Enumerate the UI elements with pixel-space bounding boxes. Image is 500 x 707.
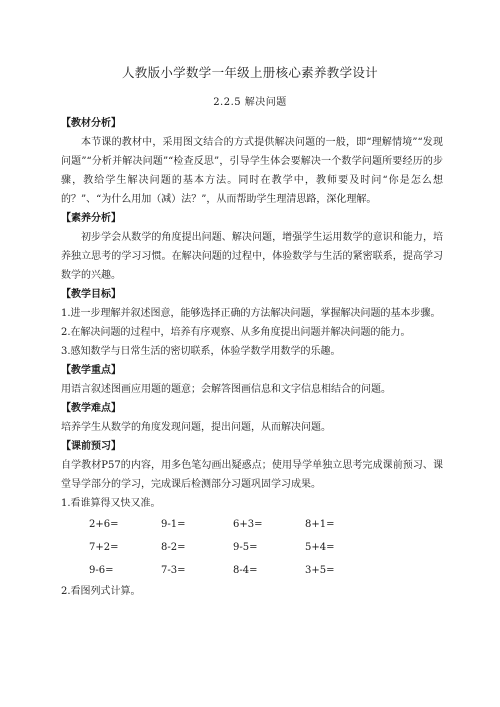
- problem-item: 8-2=: [161, 542, 186, 553]
- problem-item: 5+4=: [305, 542, 335, 553]
- problem-item: 6+3=: [233, 519, 263, 530]
- section-heading-difficulties: 【教学难点】: [61, 403, 121, 414]
- goal-item: 2.在解决问题的过程中，培养有序观察、从多角度提出问题并解决问题的能力。: [61, 327, 411, 338]
- page-subtitle: 2.2.5 解决问题: [213, 97, 287, 108]
- problem-item: 8+1=: [305, 519, 335, 530]
- problem-item: 3+5=: [305, 565, 335, 576]
- preview-task-2: 2.看图列式计算。: [61, 586, 141, 597]
- section-heading-preview: 【课前预习】: [61, 441, 121, 452]
- section-heading-goals: 【教学目标】: [61, 289, 121, 300]
- problem-item: 7-3=: [161, 565, 186, 576]
- problem-item: 2+6=: [89, 519, 119, 530]
- problem-item: 9-1=: [161, 519, 186, 530]
- arithmetic-problems: [89, 513, 443, 582]
- difficulties-text: 培养学生从数学的角度发现问题，提出问题，从而解决问题。: [61, 422, 331, 433]
- section-heading-literacy: 【素养分析】: [61, 213, 121, 224]
- keypoints-text: 用语言叙述图画应用题的题意；会解答图画信息和文字信息相结合的问题。: [61, 384, 391, 395]
- page-title: 人教版小学数学一年级上册核心素养教学设计: [121, 65, 378, 80]
- problem-item: 9-5=: [233, 542, 258, 553]
- literacy-analysis-text: 初步学会从数学的角度提出问题、解决问题，增强学生运用数学的意识和能力，培养独立思考的学习习惯。在解决问题的过程中，体验数学与生活的紧密联系，提高学习数学的兴趣。: [61, 232, 443, 281]
- goal-item: 1.进一步理解并叙述图意，能够选择正确的方法解决问题，掌握解决问题的基本步骤。: [61, 308, 441, 319]
- textbook-analysis-text: 本节课的教材中，采用图文结合的方式提供解决问题的一般，即“理解情境”“发现问题”“分析并解决问题”“检查反思”，引导学生体会要解决一个数学问题所要经历的步骤，教给学生解决问题的基本方法。同时在教学中，教师要及时问“你是怎么想的？”、“为什么用加（减）法？”，从而帮助学生理清思路，深化理解。: [61, 137, 443, 205]
- problem-item: 9-6=: [89, 565, 114, 576]
- problem-item: 7+2=: [89, 542, 119, 553]
- goal-item: 3.感知数学与日常生活的密切联系，体验学数学用数学的乐趣。: [61, 346, 341, 357]
- section-heading-keypoints: 【教学重点】: [61, 365, 121, 376]
- document-body: [61, 114, 443, 601]
- preview-text: 自学教材P57的内容，用多色笔勾画出疑惑点；使用导学单独立思考完成课前预习、课堂导学部分的学习，完成课后检测部分习题巩固学习成果。: [61, 460, 443, 490]
- preview-task-1: 1.看谁算得又快又准。: [61, 498, 161, 509]
- problem-item: 8-4=: [233, 565, 258, 576]
- section-heading-textbook: 【教材分析】: [61, 118, 121, 129]
